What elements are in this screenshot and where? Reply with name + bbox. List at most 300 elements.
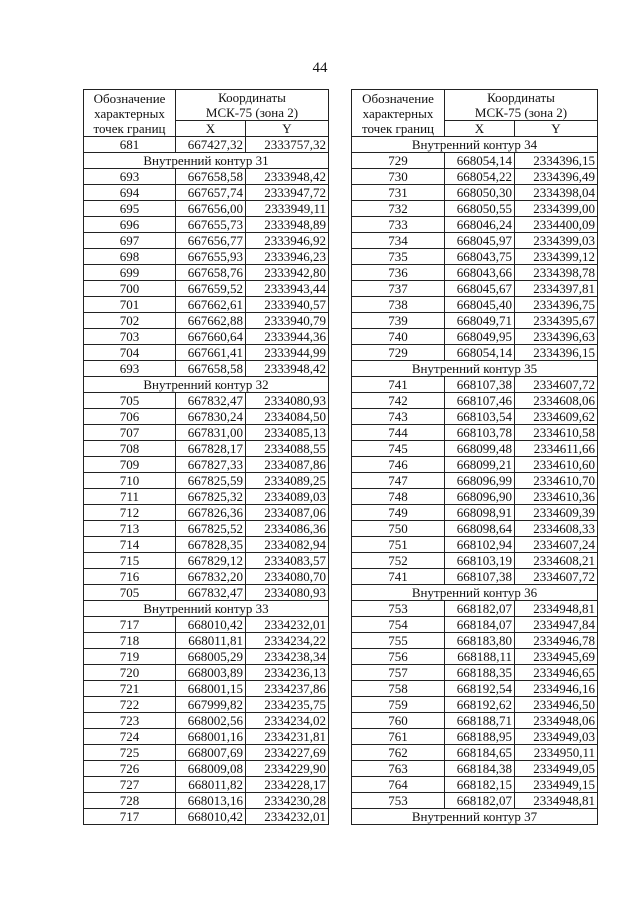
x-coordinate-cell: 668107,38 <box>445 569 515 585</box>
y-coordinate-cell: 2334947,84 <box>515 617 598 633</box>
table-row <box>352 217 598 233</box>
x-coordinate-cell: 667832,20 <box>176 569 246 585</box>
coordinates-table-right <box>351 89 598 825</box>
table-row <box>84 793 329 809</box>
point-id-cell: 729 <box>352 345 445 361</box>
table-row <box>84 297 329 313</box>
point-id-cell: 747 <box>352 473 445 489</box>
y-coordinate-cell: 2333943,44 <box>246 281 329 297</box>
section-title: Внутренний контур 32 <box>84 377 329 393</box>
table-row <box>84 313 329 329</box>
x-coordinate-cell: 668188,95 <box>445 729 515 745</box>
y-coordinate-cell: 2333757,32 <box>246 137 329 153</box>
x-coordinate-cell: 667661,41 <box>176 345 246 361</box>
point-id-cell: 711 <box>84 489 176 505</box>
table-row <box>352 681 598 697</box>
y-coordinate-cell: 2334946,16 <box>515 681 598 697</box>
x-column-header: X <box>176 121 246 137</box>
point-id-cell: 746 <box>352 457 445 473</box>
y-coordinate-cell: 2334608,21 <box>515 553 598 569</box>
point-id-cell: 753 <box>352 601 445 617</box>
point-id-cell: 751 <box>352 537 445 553</box>
point-id-cell: 756 <box>352 649 445 665</box>
table-row <box>84 553 329 569</box>
x-coordinate-cell: 667427,32 <box>176 137 246 153</box>
point-id-cell: 681 <box>84 137 176 153</box>
table-row <box>84 617 329 633</box>
x-coordinate-cell: 668188,11 <box>445 649 515 665</box>
point-header-line-3: точек границ <box>361 120 435 136</box>
point-id-cell: 731 <box>352 185 445 201</box>
table-row <box>84 441 329 457</box>
section-row <box>84 601 329 617</box>
point-id-cell: 742 <box>352 393 445 409</box>
table-row <box>352 553 598 569</box>
x-coordinate-cell: 667660,64 <box>176 329 246 345</box>
y-coordinate-cell: 2334949,05 <box>515 761 598 777</box>
point-id-cell: 703 <box>84 329 176 345</box>
section-title: Внутренний контур 34 <box>352 137 598 153</box>
x-coordinate-cell: 667827,33 <box>176 457 246 473</box>
point-id-cell: 726 <box>84 761 176 777</box>
x-coordinate-cell: 668188,35 <box>445 665 515 681</box>
y-coordinate-cell: 2334396,63 <box>515 329 598 345</box>
point-id-cell: 730 <box>352 169 445 185</box>
table-row <box>352 169 598 185</box>
point-id-cell: 694 <box>84 185 176 201</box>
y-coordinate-cell: 2333947,72 <box>246 185 329 201</box>
point-id-cell: 709 <box>84 457 176 473</box>
y-column-header: Y <box>515 121 598 137</box>
point-id-cell: 713 <box>84 521 176 537</box>
point-id-cell: 724 <box>84 729 176 745</box>
x-coordinate-cell: 667662,88 <box>176 313 246 329</box>
x-coordinate-cell: 668184,38 <box>445 761 515 777</box>
x-coordinate-cell: 668049,95 <box>445 329 515 345</box>
point-id-cell: 697 <box>84 233 176 249</box>
x-coordinate-cell: 668049,71 <box>445 313 515 329</box>
y-coordinate-cell: 2334950,11 <box>515 745 598 761</box>
point-id-cell: 741 <box>352 569 445 585</box>
section-title: Внутренний контур 33 <box>84 601 329 617</box>
table-row <box>352 345 598 361</box>
coords-header-line-2: МСК-75 (зона 2) <box>205 105 299 120</box>
point-id-cell: 735 <box>352 249 445 265</box>
point-id-cell: 760 <box>352 713 445 729</box>
point-id-cell: 717 <box>84 809 176 825</box>
table-row <box>84 425 329 441</box>
y-coordinate-cell: 2334230,28 <box>246 793 329 809</box>
x-coordinate-cell: 668005,29 <box>176 649 246 665</box>
point-id-cell: 737 <box>352 281 445 297</box>
point-id-cell: 762 <box>352 745 445 761</box>
point-column-header <box>84 90 176 137</box>
point-id-cell: 721 <box>84 681 176 697</box>
point-id-cell: 727 <box>84 777 176 793</box>
table-row <box>352 265 598 281</box>
section-title: Внутренний контур 31 <box>84 153 329 169</box>
table-row <box>84 745 329 761</box>
point-id-cell: 693 <box>84 169 176 185</box>
point-id-cell: 705 <box>84 393 176 409</box>
y-coordinate-cell: 2334609,39 <box>515 505 598 521</box>
y-coordinate-cell: 2334395,67 <box>515 313 598 329</box>
x-coordinate-cell: 668103,19 <box>445 553 515 569</box>
coords-column-header <box>445 90 598 121</box>
x-column-header: X <box>445 121 515 137</box>
point-header-line-2: характерных <box>362 105 434 121</box>
table-row <box>352 441 598 457</box>
x-coordinate-cell: 668054,14 <box>445 153 515 169</box>
point-header-line-2: характерных <box>94 105 165 121</box>
y-coordinate-cell: 2334949,15 <box>515 777 598 793</box>
x-coordinate-cell: 668045,97 <box>445 233 515 249</box>
table-row <box>352 601 598 617</box>
section-title: Внутренний контур 35 <box>352 361 598 377</box>
y-coordinate-cell: 2334608,33 <box>515 521 598 537</box>
point-id-cell: 700 <box>84 281 176 297</box>
point-id-cell: 757 <box>352 665 445 681</box>
point-id-cell: 740 <box>352 329 445 345</box>
point-id-cell: 764 <box>352 777 445 793</box>
y-coordinate-cell: 2334610,36 <box>515 489 598 505</box>
x-coordinate-cell: 667831,00 <box>176 425 246 441</box>
table-row <box>84 761 329 777</box>
point-id-cell: 759 <box>352 697 445 713</box>
x-coordinate-cell: 667999,82 <box>176 697 246 713</box>
x-coordinate-cell: 667829,12 <box>176 553 246 569</box>
table-row <box>352 665 598 681</box>
point-header-line-1: Обозначение <box>362 90 434 106</box>
y-coordinate-cell: 2334229,90 <box>246 761 329 777</box>
x-coordinate-cell: 668050,30 <box>445 185 515 201</box>
point-id-cell: 753 <box>352 793 445 809</box>
point-id-cell: 719 <box>84 649 176 665</box>
y-coordinate-cell: 2334083,57 <box>246 553 329 569</box>
y-coordinate-cell: 2334399,00 <box>515 201 598 217</box>
y-coordinate-cell: 2334396,15 <box>515 153 598 169</box>
y-coordinate-cell: 2334399,03 <box>515 233 598 249</box>
point-id-cell: 722 <box>84 697 176 713</box>
table-row <box>352 569 598 585</box>
table-row <box>352 633 598 649</box>
y-coordinate-cell: 2334609,62 <box>515 409 598 425</box>
x-coordinate-cell: 667830,24 <box>176 409 246 425</box>
table-row <box>352 777 598 793</box>
point-id-cell: 728 <box>84 793 176 809</box>
x-coordinate-cell: 668096,90 <box>445 489 515 505</box>
x-coordinate-cell: 668011,81 <box>176 633 246 649</box>
x-coordinate-cell: 668045,67 <box>445 281 515 297</box>
y-coordinate-cell: 2334948,81 <box>515 601 598 617</box>
y-coordinate-cell: 2334089,25 <box>246 473 329 489</box>
y-coordinate-cell: 2334398,78 <box>515 265 598 281</box>
section-row <box>352 585 598 601</box>
y-coordinate-cell: 2334228,17 <box>246 777 329 793</box>
point-id-cell: 732 <box>352 201 445 217</box>
table-row <box>84 345 329 361</box>
y-coordinate-cell: 2334234,02 <box>246 713 329 729</box>
y-coordinate-cell: 2334610,58 <box>515 425 598 441</box>
table-row <box>84 393 329 409</box>
x-coordinate-cell: 667825,52 <box>176 521 246 537</box>
point-column-header <box>352 90 445 137</box>
y-coordinate-cell: 2334399,12 <box>515 249 598 265</box>
x-coordinate-cell: 668188,71 <box>445 713 515 729</box>
table-row <box>84 457 329 473</box>
point-id-cell: 734 <box>352 233 445 249</box>
y-coordinate-cell: 2334080,70 <box>246 569 329 585</box>
coords-header-line-1: Координаты <box>487 90 555 105</box>
point-id-cell: 736 <box>352 265 445 281</box>
y-coordinate-cell: 2334396,15 <box>515 345 598 361</box>
table-row <box>352 729 598 745</box>
table-row <box>84 521 329 537</box>
table-row <box>84 569 329 585</box>
y-column-header: Y <box>246 121 329 137</box>
table-row <box>84 713 329 729</box>
table-row <box>84 361 329 377</box>
table-row <box>84 809 329 825</box>
x-coordinate-cell: 668102,94 <box>445 537 515 553</box>
y-coordinate-cell: 2334607,72 <box>515 569 598 585</box>
table-row <box>352 201 598 217</box>
point-id-cell: 708 <box>84 441 176 457</box>
table-row <box>84 729 329 745</box>
x-coordinate-cell: 668182,07 <box>445 793 515 809</box>
table-row <box>84 185 329 201</box>
x-coordinate-cell: 668182,15 <box>445 777 515 793</box>
point-id-cell: 725 <box>84 745 176 761</box>
y-coordinate-cell: 2334946,50 <box>515 697 598 713</box>
point-id-cell: 743 <box>352 409 445 425</box>
x-coordinate-cell: 668007,69 <box>176 745 246 761</box>
table-row <box>84 697 329 713</box>
header-row <box>84 90 329 121</box>
x-coordinate-cell: 667657,74 <box>176 185 246 201</box>
x-coordinate-cell: 667658,58 <box>176 169 246 185</box>
x-coordinate-cell: 668192,62 <box>445 697 515 713</box>
y-coordinate-cell: 2333944,99 <box>246 345 329 361</box>
x-coordinate-cell: 668184,07 <box>445 617 515 633</box>
point-id-cell: 729 <box>352 153 445 169</box>
y-coordinate-cell: 2334089,03 <box>246 489 329 505</box>
x-coordinate-cell: 668103,54 <box>445 409 515 425</box>
point-id-cell: 716 <box>84 569 176 585</box>
point-id-cell: 733 <box>352 217 445 233</box>
point-id-cell: 705 <box>84 585 176 601</box>
point-id-cell: 710 <box>84 473 176 489</box>
table-row <box>352 793 598 809</box>
x-coordinate-cell: 668183,80 <box>445 633 515 649</box>
point-id-cell: 763 <box>352 761 445 777</box>
table-row <box>84 665 329 681</box>
section-title: Внутренний контур 36 <box>352 585 598 601</box>
y-coordinate-cell: 2334949,03 <box>515 729 598 745</box>
point-id-cell: 749 <box>352 505 445 521</box>
x-coordinate-cell: 668184,65 <box>445 745 515 761</box>
table-row <box>84 409 329 425</box>
table-row <box>352 425 598 441</box>
table-row <box>352 313 598 329</box>
point-id-cell: 699 <box>84 265 176 281</box>
y-coordinate-cell: 2333940,57 <box>246 297 329 313</box>
table-row <box>352 297 598 313</box>
y-coordinate-cell: 2334237,86 <box>246 681 329 697</box>
point-id-cell: 738 <box>352 297 445 313</box>
x-coordinate-cell: 668002,56 <box>176 713 246 729</box>
point-id-cell: 715 <box>84 553 176 569</box>
x-coordinate-cell: 668001,15 <box>176 681 246 697</box>
x-coordinate-cell: 668107,38 <box>445 377 515 393</box>
y-coordinate-cell: 2334396,49 <box>515 169 598 185</box>
y-coordinate-cell: 2334610,70 <box>515 473 598 489</box>
x-coordinate-cell: 667659,52 <box>176 281 246 297</box>
x-coordinate-cell: 668099,48 <box>445 441 515 457</box>
table-row <box>352 745 598 761</box>
table-row <box>84 473 329 489</box>
section-row <box>352 361 598 377</box>
point-id-cell: 701 <box>84 297 176 313</box>
y-coordinate-cell: 2334946,78 <box>515 633 598 649</box>
table-row <box>84 217 329 233</box>
x-coordinate-cell: 668182,07 <box>445 601 515 617</box>
x-coordinate-cell: 667828,35 <box>176 537 246 553</box>
x-coordinate-cell: 668001,16 <box>176 729 246 745</box>
point-id-cell: 695 <box>84 201 176 217</box>
table-row <box>84 281 329 297</box>
table-row <box>84 201 329 217</box>
x-coordinate-cell: 667656,77 <box>176 233 246 249</box>
x-coordinate-cell: 667655,73 <box>176 217 246 233</box>
x-coordinate-cell: 668009,08 <box>176 761 246 777</box>
y-coordinate-cell: 2334238,34 <box>246 649 329 665</box>
x-coordinate-cell: 668003,89 <box>176 665 246 681</box>
x-coordinate-cell: 668046,24 <box>445 217 515 233</box>
page-number: 44 <box>312 60 328 76</box>
point-id-cell: 706 <box>84 409 176 425</box>
x-coordinate-cell: 667832,47 <box>176 393 246 409</box>
x-coordinate-cell: 668098,91 <box>445 505 515 521</box>
y-coordinate-cell: 2334082,94 <box>246 537 329 553</box>
x-coordinate-cell: 667825,32 <box>176 489 246 505</box>
section-title: Внутренний контур 37 <box>352 809 598 825</box>
point-id-cell: 702 <box>84 313 176 329</box>
y-coordinate-cell: 2334227,69 <box>246 745 329 761</box>
section-row <box>352 137 598 153</box>
y-coordinate-cell: 2333946,23 <box>246 249 329 265</box>
x-coordinate-cell: 668099,21 <box>445 457 515 473</box>
table-row <box>84 649 329 665</box>
point-id-cell: 755 <box>352 633 445 649</box>
table-row <box>352 377 598 393</box>
point-id-cell: 754 <box>352 617 445 633</box>
x-coordinate-cell: 668045,40 <box>445 297 515 313</box>
x-coordinate-cell: 668011,82 <box>176 777 246 793</box>
x-coordinate-cell: 668010,42 <box>176 809 246 825</box>
point-id-cell: 758 <box>352 681 445 697</box>
y-coordinate-cell: 2334945,69 <box>515 649 598 665</box>
y-coordinate-cell: 2334398,04 <box>515 185 598 201</box>
y-coordinate-cell: 2333946,92 <box>246 233 329 249</box>
point-id-cell: 707 <box>84 425 176 441</box>
y-coordinate-cell: 2334235,75 <box>246 697 329 713</box>
y-coordinate-cell: 2334234,22 <box>246 633 329 649</box>
table-row <box>84 537 329 553</box>
y-coordinate-cell: 2333942,80 <box>246 265 329 281</box>
x-coordinate-cell: 667828,17 <box>176 441 246 457</box>
y-coordinate-cell: 2334232,01 <box>246 617 329 633</box>
x-coordinate-cell: 668103,78 <box>445 425 515 441</box>
point-id-cell: 748 <box>352 489 445 505</box>
table-row <box>352 489 598 505</box>
coords-column-header <box>176 90 329 121</box>
point-id-cell: 704 <box>84 345 176 361</box>
coords-header-line-1: Координаты <box>218 90 286 105</box>
table-row <box>352 281 598 297</box>
table-row <box>352 537 598 553</box>
table-row <box>352 617 598 633</box>
point-id-cell: 761 <box>352 729 445 745</box>
y-coordinate-cell: 2333949,11 <box>246 201 329 217</box>
y-coordinate-cell: 2334084,50 <box>246 409 329 425</box>
table-row <box>84 137 329 153</box>
section-row <box>84 153 329 169</box>
y-coordinate-cell: 2333944,36 <box>246 329 329 345</box>
point-id-cell: 718 <box>84 633 176 649</box>
point-id-cell: 741 <box>352 377 445 393</box>
section-row <box>352 809 598 825</box>
point-id-cell: 750 <box>352 521 445 537</box>
y-coordinate-cell: 2334607,72 <box>515 377 598 393</box>
point-id-cell: 744 <box>352 425 445 441</box>
table-row <box>352 473 598 489</box>
x-coordinate-cell: 668043,75 <box>445 249 515 265</box>
table-row <box>84 265 329 281</box>
y-coordinate-cell: 2333948,42 <box>246 361 329 377</box>
point-id-cell: 720 <box>84 665 176 681</box>
x-coordinate-cell: 668010,42 <box>176 617 246 633</box>
table-row <box>84 489 329 505</box>
x-coordinate-cell: 667656,00 <box>176 201 246 217</box>
table-row <box>84 505 329 521</box>
table-row <box>352 153 598 169</box>
x-coordinate-cell: 668098,64 <box>445 521 515 537</box>
header-row <box>352 90 598 121</box>
table-row <box>352 393 598 409</box>
y-coordinate-cell: 2334085,13 <box>246 425 329 441</box>
x-coordinate-cell: 667655,93 <box>176 249 246 265</box>
y-coordinate-cell: 2334232,01 <box>246 809 329 825</box>
point-id-cell: 696 <box>84 217 176 233</box>
y-coordinate-cell: 2334087,86 <box>246 457 329 473</box>
x-coordinate-cell: 668054,14 <box>445 345 515 361</box>
y-coordinate-cell: 2334080,93 <box>246 393 329 409</box>
table-row <box>352 649 598 665</box>
x-coordinate-cell: 668107,46 <box>445 393 515 409</box>
coords-header-line-2: МСК-75 (зона 2) <box>474 105 568 120</box>
y-coordinate-cell: 2334607,24 <box>515 537 598 553</box>
x-coordinate-cell: 668096,99 <box>445 473 515 489</box>
y-coordinate-cell: 2334611,66 <box>515 441 598 457</box>
table-row <box>352 505 598 521</box>
x-coordinate-cell: 668054,22 <box>445 169 515 185</box>
x-coordinate-cell: 668013,16 <box>176 793 246 809</box>
table-row <box>352 409 598 425</box>
y-coordinate-cell: 2334397,81 <box>515 281 598 297</box>
section-row <box>84 377 329 393</box>
table-row <box>352 521 598 537</box>
